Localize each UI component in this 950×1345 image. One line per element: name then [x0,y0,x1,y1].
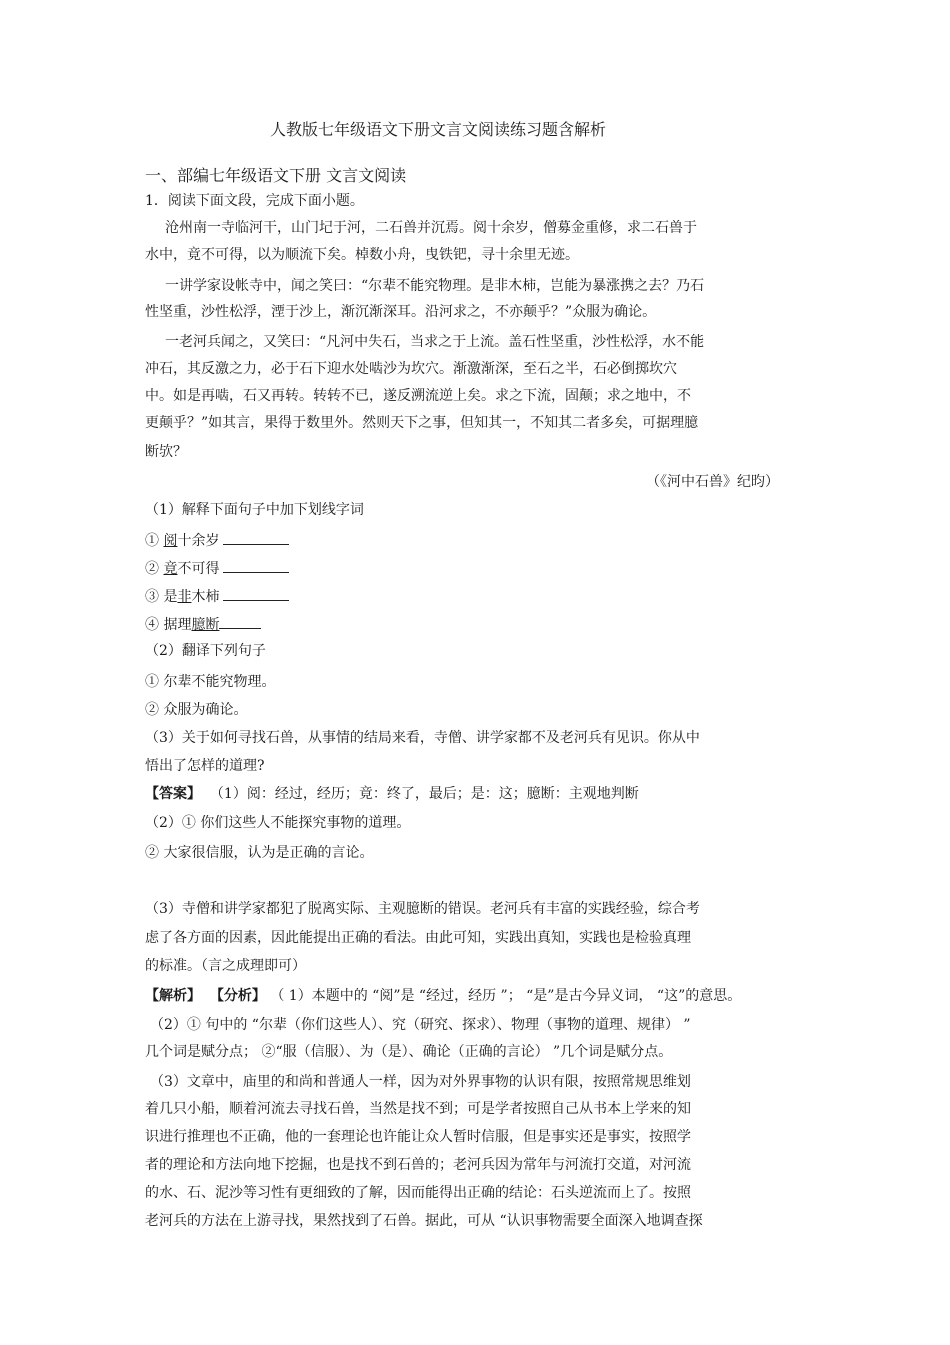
section-heading: 一、部编七年级语文下册 文言文阅读 [145,166,407,185]
vocab-item [145,560,289,578]
underlined-word: 非 [177,589,192,605]
translate-item: ① 尔辈不能究物理。 [145,674,276,690]
answer-blank[interactable] [223,532,289,545]
item-prefix: 据理 [163,617,192,633]
translate-item: ② 众服为确论。 [145,702,248,718]
item-number: ④ [145,617,159,633]
analysis-part3-line: （3）文章中，庙里的和尚和普通人一样，因为对外界事物的认识有限，按照常规思维划 [150,1074,691,1090]
underlined-word: 臆断 [191,617,220,633]
passage-line: 断欤？ [145,444,187,460]
analysis-part3-line: 着几只小船，顺着河流去寻找石兽，当然是找不到；可是学者按照自己从书本上学来的知 [145,1101,691,1117]
passage-line: 水中，竟不可得，以为顺流下矣。棹数小舟，曳铁钯，寻十余里无迹。 [145,247,579,263]
analysis-part3-line: 老河兵的方法在上游寻找，果然找到了石兽。据此，可从 “认识事物需要全面深入地调查探 [145,1213,703,1229]
answer-line [145,785,639,803]
passage-line: 性坚重，沙性松浮，湮于沙上，渐沉渐深耳。沿河求之，不亦颠乎？”众服为确论。 [145,304,657,320]
passage-line: 更颠乎？”如其言，果得于数里外。然则天下之事，但知其一，不知其二者多矣，可据理臆 [145,415,699,431]
subquestion-1-label: （1）解释下面句子中加下划线字词 [145,502,364,518]
page-title: 人教版七年级语文下册文言文阅读练习题含解析 [270,120,607,139]
answer-blank[interactable] [223,560,289,573]
answer-blank[interactable] [223,588,289,601]
subquestion-3-line: 悟出了怎样的道理? [145,758,265,774]
question-intro: 1．阅读下面文段，完成下面小题。 [145,193,364,209]
vocab-item [145,616,261,634]
item-rest: 十余岁 [177,533,220,549]
analysis-tag: 【解析】 [145,988,201,1004]
item-rest: 木柿 [191,589,220,605]
analysis-line [145,987,741,1005]
answer-text: （1）阅：经过，经历；竟：终了，最后；是：这；臆断：主观地判断 [209,786,639,802]
passage-line: 一老河兵闻之，又笑曰：“凡河中失石，当求之于上流。盖石性坚重，沙性松浮，水不能 [165,334,705,350]
underlined-word: 竟 [163,561,178,577]
item-number: ② [145,561,159,577]
passage-line: 一讲学家设帐寺中，闻之笑曰：“尔辈不能究物理。是非木柿，岂能为暴涨携之去？乃石 [165,278,705,294]
passage-line: 中。如是再啮，石又再转。转转不已，遂反溯流逆上矣。求之下流，固颠；求之地中，不 [145,388,691,404]
answer-tag: 【答案】 [145,786,201,802]
analysis-part3-line: 识进行推理也不正确，他的一套理论也许能让众人暂时信服，但是事实还是事实，按照学 [145,1129,691,1145]
answer-part3-line: （3）寺僧和讲学家都犯了脱离实际、主观臆断的错误。老河兵有丰富的实践经验，综合考 [145,901,700,917]
subquestion-3-line: （3）关于如何寻找石兽，从事情的结局来看，寺僧、讲学家都不及老河兵有见识。你从中 [145,730,700,746]
answer-line: ② 大家很信服，认为是正确的言论。 [145,845,374,861]
answer-part3-line: 的标准。（言之成理即可） [145,958,306,974]
passage-line: 沧州南一寺临河干，山门圮于河，二石兽并沉焉。阅十余岁，僧募金重修，求二石兽于 [165,220,697,236]
analysis-part3-line: 的水、石、泥沙等习性有更细致的了解，因而能得出正确的结论：石头逆流而上了。按照 [145,1185,691,1201]
analysis-line: 几个词是赋分点； ②“服（信服）、为（是）、确论（正确的言论） ”几个词是赋分点。 [145,1044,673,1060]
item-number: ① [145,533,159,549]
item-prefix: 是 [163,589,178,605]
vocab-item [145,588,289,606]
item-number: ③ [145,589,159,605]
answer-part3-line: 虑了各方面的因素，因此能提出正确的看法。由此可知，实践出真知，实践也是检验真理 [145,930,691,946]
subquestion-2-label: （2）翻译下列句子 [145,643,266,659]
analysis-line: （2）① 句中的 “尔辈（你们这些人）、究（研究、探求）、物理（事物的道理、规律） ” [150,1017,691,1033]
answer-blank[interactable] [219,616,261,629]
underlined-word: 阅 [163,533,178,549]
analysis-subtag: 【分析】 [209,988,266,1004]
vocab-item [145,532,289,550]
item-rest: 不可得 [177,561,220,577]
analysis-text: （ 1）本题中的 “阅”是 “经过，经历 ”； “是”是古今异义词， “这”的意思。 [270,988,742,1004]
answer-line: （2）① 你们这些人不能探究事物的道理。 [145,815,411,831]
passage-line: 冲石，其反激之力，必于石下迎水处啮沙为坎穴。渐激渐深，至石之半，石必倒掷坎穴 [145,361,677,377]
passage-source: （《河中石兽》纪昀） [646,474,779,490]
analysis-part3-line: 者的理论和方法向地下挖掘，也是找不到石兽的；老河兵因为常年与河流打交道，对河流 [145,1157,691,1173]
